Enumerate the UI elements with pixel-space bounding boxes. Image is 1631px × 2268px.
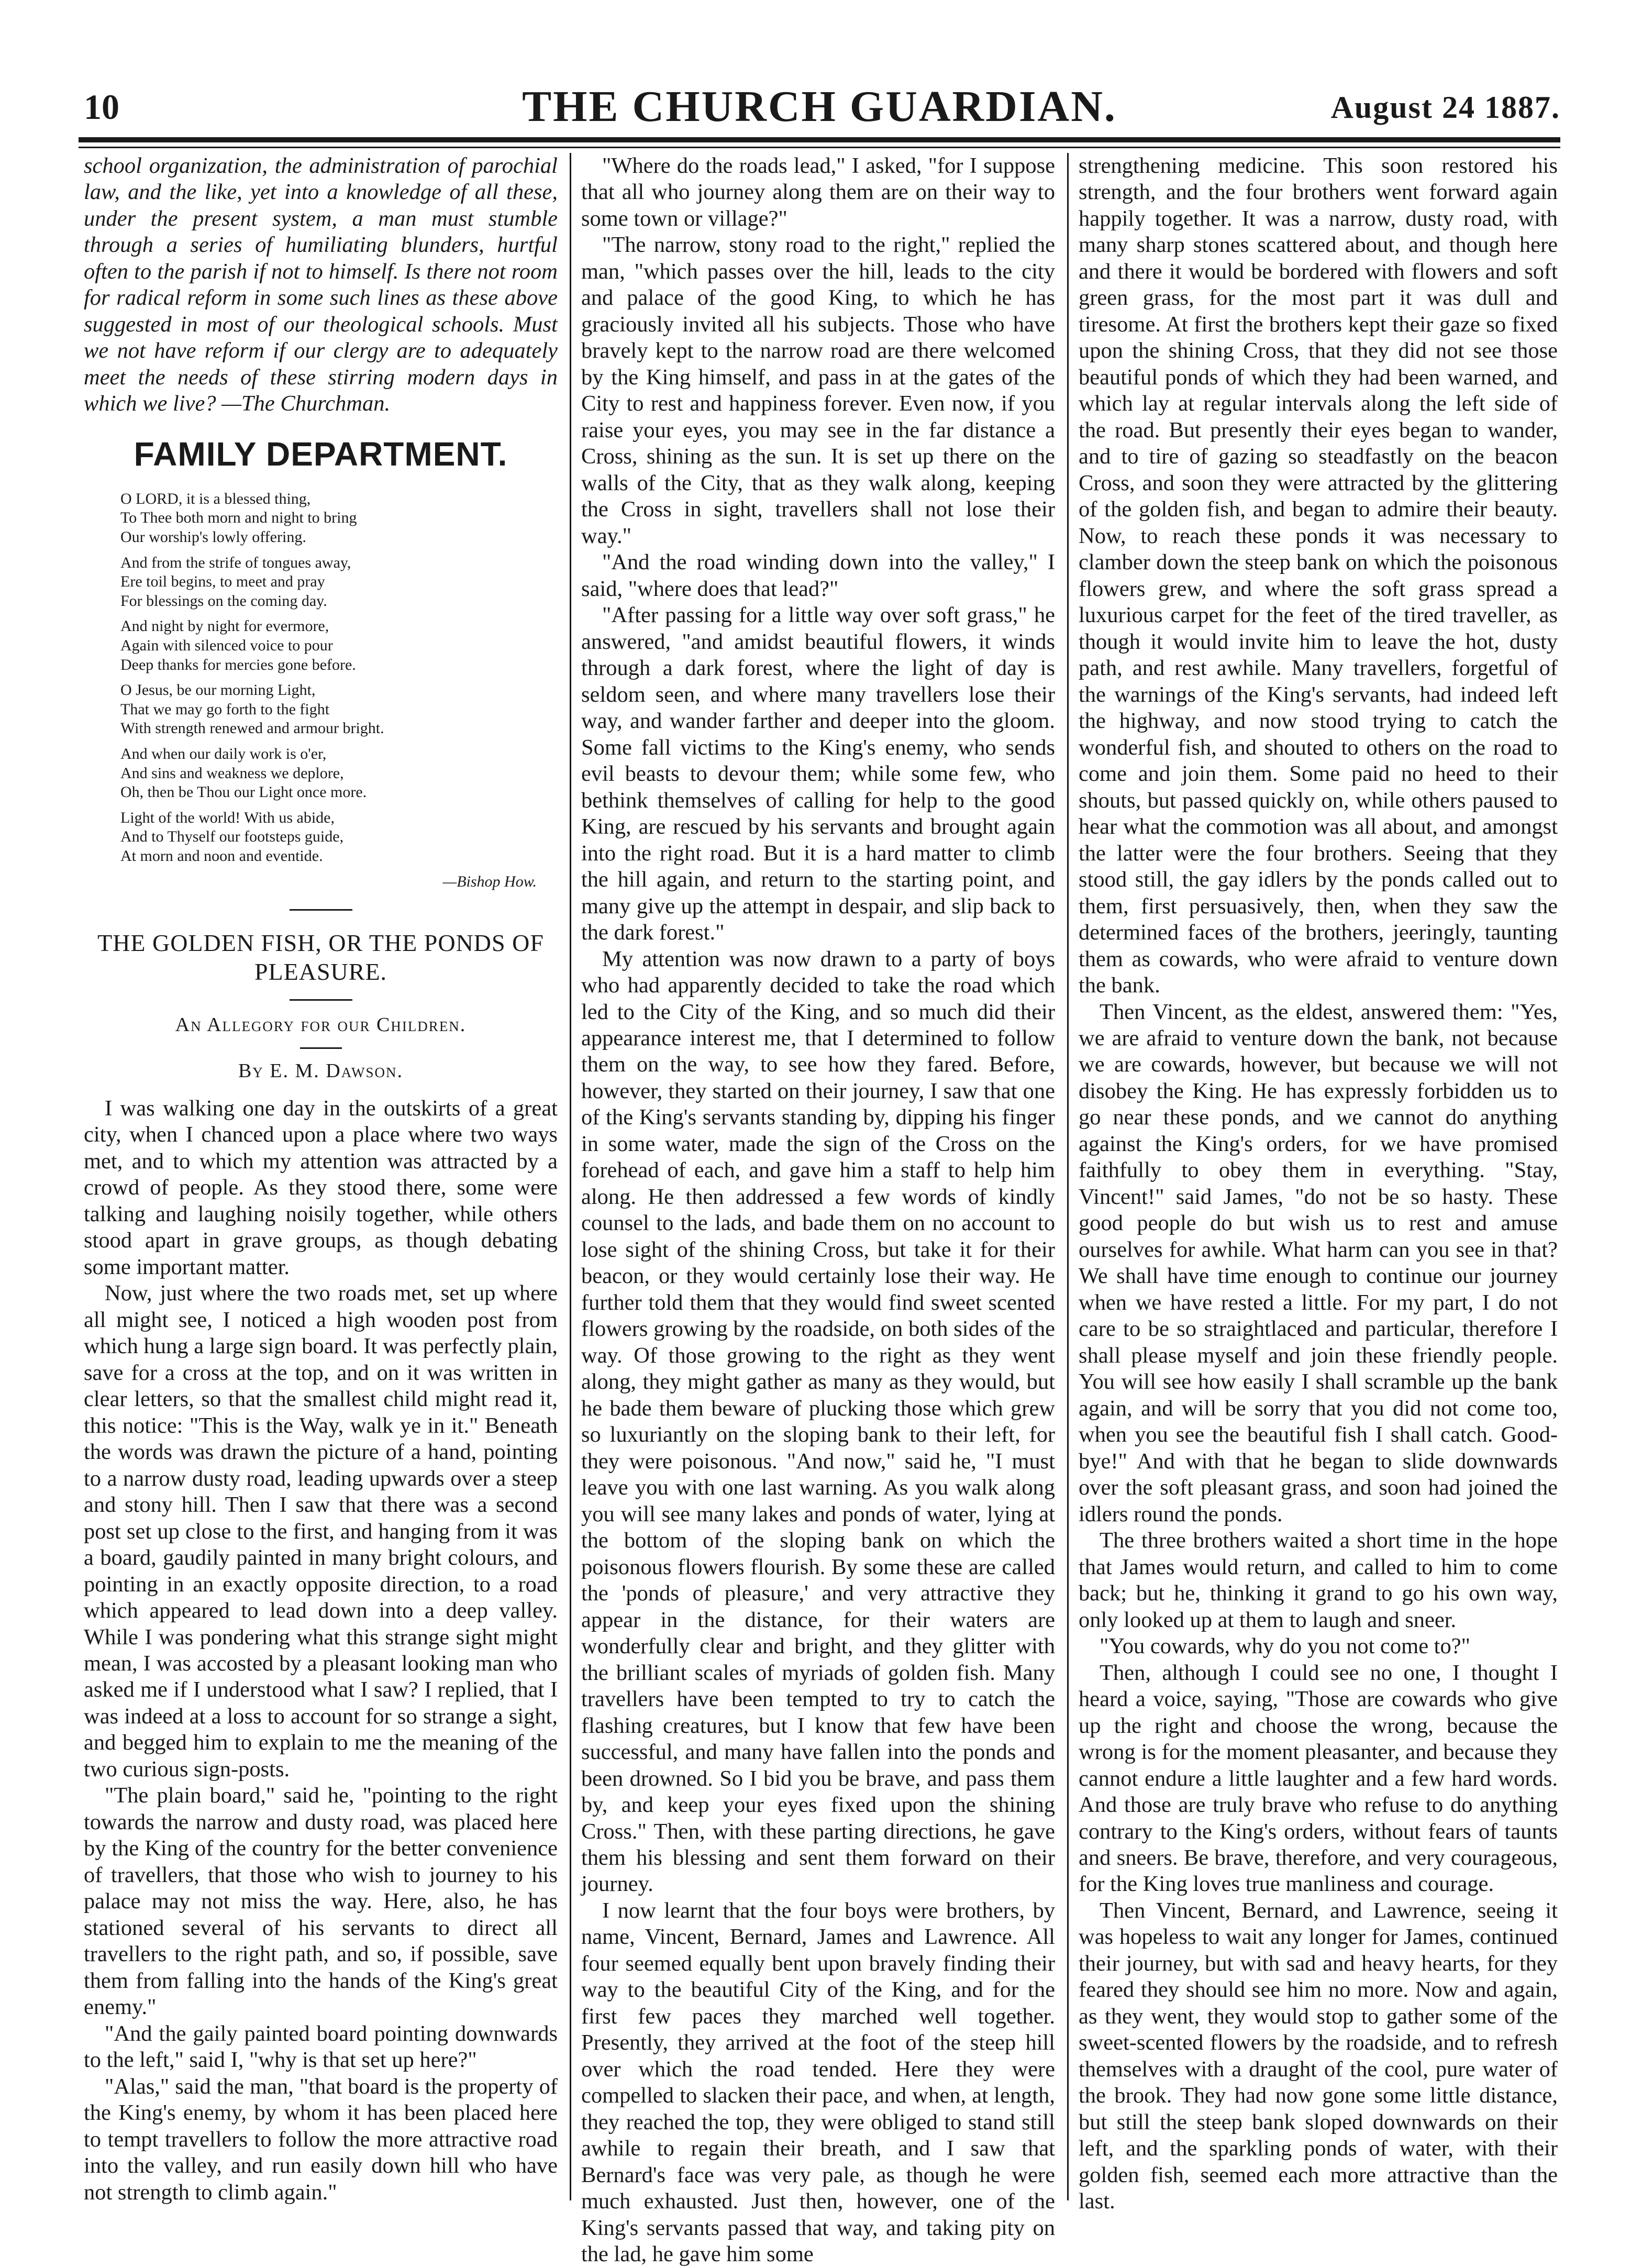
column-divider <box>570 153 571 2200</box>
poem-line: And night by night for evermore, <box>120 617 329 635</box>
paragraph: My attention was now drawn to a party of boys who had apparently decided to take the road which led to the City of the King, and so much did their appearance interest me, that I determined to follow them on the way, to see how they fared. Before, however, they started on their journey, I saw that one of the King's servants standing by, dipping his finger in some water, made the sign of the Cross on the forehead of each, and gave him a staff to help him along. He then addressed a few words of kindly counsel to the lads, and bade them on no account to lose sight of the shining Cross, but take it for their beacon, or they would certainly lose their way. He further told them that they would find sweet scented flowers growing by the roadside, on both sides of the way. Of those growing to the right as they went along, they might gather as many as they would, but he bade them beware of plucking those which grew so luxuriantly on the sloping bank to their left, for they were poisonous. "And now," said he, "I must leave you with one last warning. As you walk along you will see many lakes and ponds of water, lying at the bottom of the sloping bank on which the poisonous flowers flourish. By some these are called the 'ponds of pleasure,' and very attractive they appear in the distance, for their waters are wonderfully clear and bright, and they glitter with the brilliant scales of myriads of golden fish. Many travellers have been tempted to try to catch the flashing creatures, but I know that few have been successful, and many have fallen into the ponds and been drowned. So I bid you be brave, and pass them by, and keep your eyes fixed upon the shining Cross." Then, with these parting directions, he gave them his blessing and sent them forward on their journey. <box>581 946 1055 1897</box>
poem-line: Again with silenced voice to pour <box>120 637 333 655</box>
paragraph: "Alas," said the man, "that board is the property of the King's enemy, by whom it has been placed here to tempt travellers to follow the more attractive road into the valley, and run easily down hill who have not strength to climb again." <box>84 2074 558 2205</box>
subtitle-separator <box>300 1047 342 1049</box>
paragraph: "You cowards, why do you not come to?" <box>1100 1634 1470 1659</box>
masthead-rule <box>79 137 1560 142</box>
paragraph: The three brothers waited a short time in the hope that James would return, and called to him to come back; but he, thinking it grand to go his own way, only looked up at them to laugh and sneer. <box>1079 1528 1558 1632</box>
paragraph: Then Vincent, as the eldest, answered them: "Yes, we are afraid to venture down the bank, not because we are cowards, however, but because we will not disobey the King. He has expressly forbidden us to go near these ponds, and we cannot do anything against the King's orders, for we have promised faithfully to obey them in everything. "Stay, Vincent!" said James, "do not be so hasty. These good people do but wish us to rest and amuse ourselves for awhile. What harm can you see in that? We shall have time enough to continue our journey when we have rested a little. For my part, I do not care to be so straightlaced and particular, therefore I shall please myself and join these friendly people. You will see how easily I shall scramble up the bank again, and will be sorry that you did not come too, when you see the beautiful fish I shall catch. Good-bye!" And with that he began to slide downwards over the soft pleasant grass, and soon had joined the idlers round the ponds. <box>1079 999 1558 1526</box>
paragraph: "After passing for a little way over soft grass," he answered, "and amidst beautiful flowers, it winds through a dark forest, where the light of day is seldom seen, and where many travellers lose their way, and wander farther and deeper into the gloom. Some fall victims to the King's enemy, who sends evil beasts to devour them; while some few, who bethink themselves of calling for help to the good King, are rescued by his servants and brought again into the right road. But it is a hard matter to climb the hill again, and return to the starting point, and many give up the attempt in despair, and slip back to the dark forest." <box>581 603 1055 945</box>
poem-line: That we may go forth to the fight <box>120 700 330 718</box>
poem-line: O LORD, it is a blessed thing, <box>120 490 311 507</box>
poem-line: For blessings on the coming day. <box>120 592 327 610</box>
paragraph: "The narrow, stony road to the right," replied the man, "which passes over the hill, leads to the city and palace of the good King, to which he has graciously invited all his subjects. Those who have bravely kept to the narrow road are there welcomed by the King himself, and pass in at the gates of the City to rest and happiness forever. Even now, if you raise your eyes, you may see in the far distance a Cross, shining as the sun. It is set up there on the walls of the City, that as they walk along, keeping the Cross in sight, travellers shall not lose their way." <box>581 233 1055 548</box>
poem-line: At morn and noon and eventide. <box>120 847 323 865</box>
section-heading: FAMILY DEPARTMENT. <box>134 435 508 473</box>
source-credit: The Churchman. <box>241 391 391 416</box>
section-separator <box>290 909 352 911</box>
story-subtitle: An Allegory for our Children. <box>175 1013 467 1036</box>
paragraph: "The plain board," said he, "pointing to the right towards the narrow and dusty road, was placed here by the King of the country for the better convenience of travellers, that those who wish to journey to his palace may not miss the way. Here, also, he has stationed several of his servants to direct all travellers to the right path, and so, if possible, save them from falling into the hands of the King's great enemy." <box>84 1783 558 2020</box>
page-number: 10 <box>84 87 119 127</box>
poem-stanza <box>120 809 558 866</box>
poem-line: And when our daily work is o'er, <box>120 745 327 762</box>
paragraph: I was walking one day in the outskirts of a great city, when I chanced upon a place where two ways met, and to which my attention was attracted by a crowd of people. As they stood there, some were talking and laughing noisily together, while others stood apart in grave groups, as though debating some important matter. <box>84 1096 558 1279</box>
poem-line: Ere toil begins, to meet and pray <box>120 573 325 591</box>
poem-line: Oh, then be Thou our Light once more. <box>120 783 367 801</box>
paragraph: Then Vincent, Bernard, and Lawrence, seeing it was hopeless to wait any longer for James, continued their journey, but with sad and heavy hearts, for they feared they should see him no more. Now and again, as they went, they would stop to gather some of the sweet-scented flowers by the roadside, and to refresh themselves with a draught of the cool, pure water of the brook. They had now gone some little distance, but still the steep bank sloped downwards on their left, and the sparkling ponds of water, with their golden fish, seemed each more attractive than the last. <box>1079 1898 1558 2214</box>
title-separator <box>290 999 352 1001</box>
poem-stanza <box>120 554 558 611</box>
poem-stanza <box>120 617 558 674</box>
poem-line: O Jesus, be our morning Light, <box>120 681 316 699</box>
poem-line: To Thee both morn and night to bring <box>120 509 357 527</box>
poem <box>120 490 558 891</box>
article-text: school organization, the administration of parochial law, and the like, yet into a knowledge of all these, under the present system, a man must stumble through a series of humiliating blunders, hurtful often to the parish if not to himself. Is there not room for radical reform in some such lines as these above suggested in most of our theological schools. Must we not have reform if our clergy are to adequately meet the needs of these stirring modern days in which we live? — <box>84 153 558 416</box>
issue-date: August 24 1887. <box>1330 90 1560 125</box>
column-1 <box>84 153 558 2205</box>
poem-stanza <box>120 681 558 738</box>
poem-line: Deep thanks for mercies gone before. <box>120 656 356 673</box>
poem-line: Our worship's lowly offering. <box>120 528 306 546</box>
story-author: By E. M. Dawson. <box>238 1059 404 1082</box>
poem-stanza <box>120 490 558 547</box>
poem-attribution: —Bishop How. <box>442 872 537 890</box>
article-ending <box>84 153 558 417</box>
paragraph: I now learnt that the four boys were brothers, by name, Vincent, Bernard, James and Lawrence. All four seemed equally bent upon bravely finding their way to the beautiful City of the King, and for the first few paces they marched well together. Presently, they arrived at the foot of the steep hill over which the road tended. Here they were compelled to slacken their pace, and when, at length, they reached the top, they were obliged to stand still awhile to regain their breath, and I saw that Bernard's face was very pale, as though he were much exhausted. Just then, however, one of the King's servants passed that way, and taking pity on the lad, he gave him some <box>581 1898 1055 2267</box>
paragraph: "And the gaily painted board pointing downwards to the left," said I, "why is that set up here?" <box>84 2021 558 2073</box>
masthead-rule-thin <box>79 147 1560 148</box>
paragraph: Now, just where the two roads met, set up where all might see, I noticed a high wooden post from which hung a large sign board. It was perfectly plain, save for a cross at the top, and on it was written in clear letters, so that the smallest child might read it, this notice: "This is the Way, walk ye in it." Beneath the words was drawn the picture of a hand, pointing to a narrow dusty road, leading upwards over a steep and stony hill. Then I saw that there was a second post set up close to the first, and hanging from it was a board, gaudily painted in many bright colours, and pointing in an exactly opposite direction, to a road which appeared to lead down into a deep valley. While I was pondering what this strange sight might mean, I was accosted by a pleasant looking man who asked me if I understood what I saw? I replied, that I was indeed at a loss to account for so strange a sight, and begged him to explain to me the meaning of the two curious sign-posts. <box>84 1281 558 1782</box>
newspaper-title: THE CHURCH GUARDIAN. <box>522 82 1117 131</box>
column-2 <box>581 153 1055 2267</box>
column-3 <box>1079 153 1558 2214</box>
paragraph: Then, although I could see no one, I thought I heard a voice, saying, "Those are cowards who give up the right and choose the wrong, because the wrong is for the moment pleasanter, and because they cannot endure a little laughter and a few hard words. And those are truly brave who refuse to do anything contrary to the King's orders, without fears of taunts and sneers. Be brave, therefore, and very courageous, for the King loves true manliness and courage. <box>1079 1660 1558 1897</box>
paragraph: "Where do the roads lead," I asked, "for I suppose that all who journey along them are on their way to some town or village?" <box>581 153 1055 231</box>
masthead <box>79 81 1560 139</box>
paragraph: strengthening medicine. This soon restored his strength, and the four brothers went forward again happily together. It was a narrow, dusty road, with many sharp stones scattered about, and though here and there it would be bordered with flowers and soft green grass, for the most part it was dull and tiresome. At first the brothers kept their gaze so fixed upon the shining Cross, that they did not see those beautiful ponds of which they had been warned, and which lay at regular intervals along the left side of the road. But presently their eyes began to wander, and to tire of gazing so steadfastly on the beacon Cross, and soon they were attracted by the glittering of the golden fish, and began to admire their beauty. Now, to reach these ponds it was necessary to clamber down the steep bank on which the poisonous flowers grew, and where the soft grass spread a luxurious carpet for the feet of the tired traveller, as though it would invite him to leave the hot, dusty path, and rest awhile. Many travellers, forgetful of the warnings of the King's servants, had indeed left the highway, and now stood trying to catch the wonderful fish, and shouted to others on the road to come and join them. Some paid no heed to their shouts, but passed quickly on, while others paused to hear what the commotion was all about, and amongst the latter were the four brothers. Seeing that they stood still, the gay idlers by the ponds called out to them, first persuasively, then, when they saw the determined faces of the brothers, jeeringly, taunting them as cowards, who were afraid to venture down the bank. <box>1079 153 1558 998</box>
poem-line: And sins and weakness we deplore, <box>120 764 344 782</box>
poem-stanza <box>120 745 558 802</box>
column-divider <box>1067 153 1069 2200</box>
poem-line: Light of the world! With us abide, <box>120 809 335 826</box>
story-title: THE GOLDEN FISH, OR THE PONDS OF PLEASURE. <box>97 930 544 986</box>
poem-line: And from the strife of tongues away, <box>120 554 351 571</box>
poem-line: With strength renewed and armour bright. <box>120 720 384 737</box>
paragraph: "And the road winding down into the valley," I said, "where does that lead?" <box>581 550 1055 601</box>
poem-line: And to Thyself our footsteps guide, <box>120 828 344 846</box>
